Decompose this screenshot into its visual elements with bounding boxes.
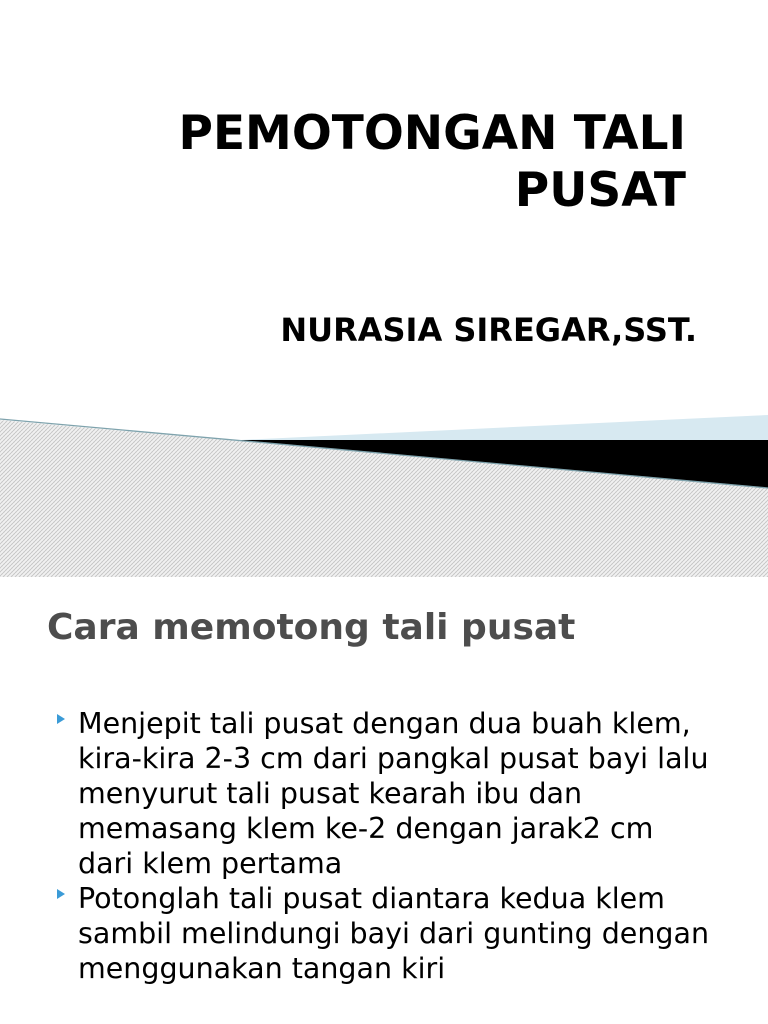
slide-heading: Cara memotong tali pusat	[47, 607, 576, 648]
slide-title: PEMOTONGAN TALI PUSAT	[178, 106, 686, 218]
bullet-item	[0, 706, 768, 881]
decorative-band	[0, 400, 768, 577]
bullet-list	[0, 706, 768, 986]
content-slide	[0, 577, 768, 1024]
slide-subtitle-author: NURASIA SIREGAR,SST.	[280, 311, 697, 349]
bullet-text-line: Potonglah tali pusat diantara kedua klem	[78, 882, 665, 915]
bullet-triangle-icon	[57, 889, 65, 899]
bullet-item	[0, 881, 768, 986]
bullet-text-line: Menjepit tali pusat dengan dua buah klem,	[78, 707, 691, 740]
bullet-text-line: memasang klem ke-2 dengan jarak2 cm	[78, 812, 654, 845]
bullet-text-line: kira-kira 2-3 cm dari pangkal pusat bayi lalu	[78, 742, 709, 775]
bullet-text-line: dari klem pertama	[78, 847, 343, 880]
bullet-text-line: menggunakan tangan kiri	[78, 952, 446, 985]
bullet-text-line: menyurut tali pusat kearah ibu dan	[78, 777, 583, 810]
bullet-triangle-icon	[57, 714, 65, 724]
bullet-text-line: sambil melindungi bayi dari gunting dengan	[78, 917, 710, 950]
light-blue-stripe	[240, 415, 768, 440]
